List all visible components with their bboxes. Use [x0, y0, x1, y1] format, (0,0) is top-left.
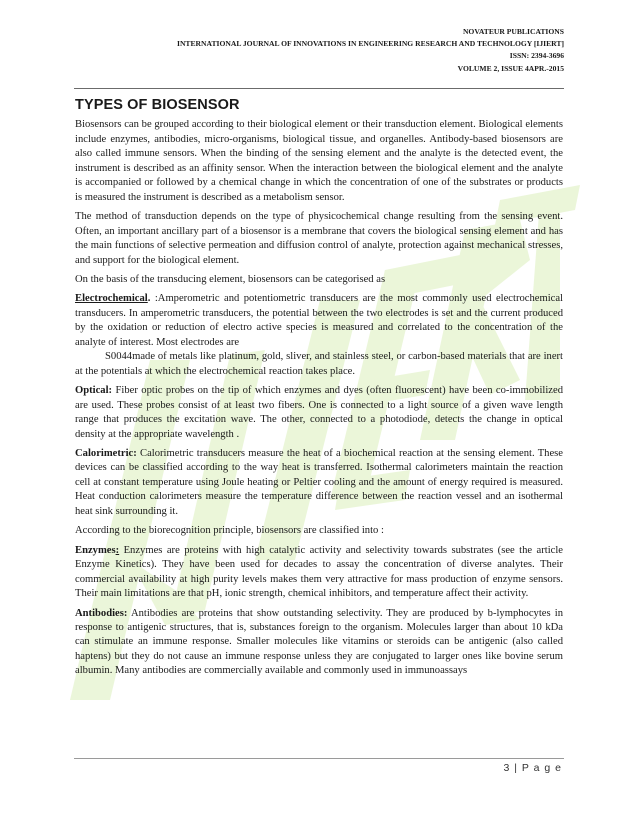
paragraph-enzymes: Enzymes: Enzymes are proteins with high catalytic activity and selectivity towards substrates (see the article Enzyme Kinetics). They have been used for decades to assay the concentration of diverse analytes. Their commercial availability at high purity levels makes them very attractive for mass production of enzyme sensors. Their main limitations are that pH, ionic strength, chemical inhibitors, and temperature affect their activity.	[75, 544, 563, 600]
paragraph-antibodies	[75, 607, 563, 679]
electrochemical-text-2: S0044made of metals like platinum, gold, sliver, and stainless steel, or carbon-based materials that are inert at the potentials at which the electrochemical reaction takes place.	[75, 351, 563, 377]
enzymes-label: Enzymes	[75, 544, 116, 556]
antibodies-text: Antibodies are proteins that show outstanding selectivity. They are produced by b-lymphocytes in response to antigenic structures, that is, substances foreign to the organism. Molecules larger than about 10 kDa can stimulate an immune response. Smaller molecules like vitamins or steroids can be antigenic (also called haptens) but they do not cause an immune response unless they are conjugated to larger ones like bovine serum albumin. Many antibodies are commercially available and commonly used in immunoassays	[75, 607, 563, 677]
optical-text: Fiber optic probes on the tip of which enzymes and dyes (often fluorescent) have been co-immobilized are used. These probes consist of at least two fibers. One is connected to a light source of a given wave length range that produces the excitation wave. The other, connected to a photodiode, detects the change in optical density at the appropriate wavelength .	[75, 385, 563, 440]
publisher-name: NOVATEUR PUBLICATIONS	[462, 27, 564, 36]
paragraph-calorimetric	[75, 447, 563, 519]
optical-label: Optical:	[75, 385, 113, 397]
paragraph-categories: On the basis of the transducing element, biosensors can be categorised as	[75, 273, 386, 285]
antibodies-label: Antibodies:	[75, 607, 128, 619]
paragraph-electrochemical-cont	[75, 350, 563, 379]
electrochemical-label: Electrochemical	[75, 293, 148, 305]
electrochemical-text: :Amperometric and potentiometric transducers are the most commonly used electrochemical transducers. In amperometric transducers, the potential between the two electrodes is set and the current produced by the oxidation or reduction of electro active species is measured and correlated to the concentration of the analyte of interest. Most electrodes are	[75, 293, 563, 348]
section-title: TYPES OF BIOSENSOR	[75, 97, 240, 113]
page-footer	[504, 762, 563, 774]
article-body	[75, 96, 563, 684]
footer-divider	[74, 758, 564, 759]
paragraph-optical	[75, 384, 563, 442]
paragraph-electrochemical: Electrochemical. :Amperometric and potentiometric transducers are the most commonly used electrochemical transducers. In amperometric transducers, the potential between the two electrodes is set and the current produced by the oxidation or reduction of electro active species is measured and correlated to the concentration of the analyte of interest. Most electrodes are	[75, 293, 563, 348]
journal-name: INTERNATIONAL JOURNAL OF INNOVATIONS IN ENGINEERING RESEARCH AND TECHNOLOGY [IJIERT]	[176, 39, 564, 49]
journal-header	[177, 26, 564, 75]
calorimetric-label: Calorimetric:	[75, 447, 137, 459]
issn: ISSN: 2394-3696	[509, 51, 564, 61]
enzymes-text: Enzymes are proteins with high catalytic activity and selectivity towards substrates (see the article Enzyme Kinetics). They have been used for decades to assay the concentration of diverse analytes. Their commercial availability at high purity levels makes them very attractive for mass production of enzyme sensors. Their main limitations are that pH, ionic strength, chemical inhibitors, and temperature affect their activity.	[75, 544, 563, 600]
paragraph-transduction: The method of transduction depends on the type of physicochemical change resulting from the sensing event. Often, an important ancillary part of a biosensor is a membrane that covers the biological sensing element and has the main functions of selective permeation and diffusion control of analyte, protection against mechanical stresses, and support for the biological element.	[75, 211, 563, 266]
volume-issue: VOLUME 2, ISSUE 4APR.-2015	[457, 63, 564, 73]
header-divider	[74, 88, 564, 89]
paragraph-intro: Biosensors can be grouped according to their biological element or their transduction element. Biological elements include enzymes, antibodies, micro-organisms, biological tissue, and organelles. Antibody-based biosensors are also called immune sensors. When the binding of the sensing element and the analyte is the detected event, the instrument is described as an affinity sensor. When the interaction between the biological element and the analyte is accompanied or followed by a chemical change in which the concentration of one of the substrates or products is measured the instrument is described as a metabolism sensor.	[75, 119, 563, 203]
calorimetric-text: Calorimetric transducers measure the heat of a biochemical reaction at the sensing element. These devices can be classified according to the way heat is transferred. Isothermal calorimeters maintain the reaction cell at constant temperature using Joule heating or Peltier cooling and the amount of energy required is measured. Heat conduction calorimeters measure the temperature difference between the reaction vessel and an isothermal heat sink surrounding it.	[75, 447, 563, 517]
paragraph-biorecognition: According to the biorecognition principle, biosensors are classified into :	[75, 525, 384, 537]
page-label: | P a g e	[514, 762, 562, 774]
page-number: 3	[503, 762, 511, 774]
